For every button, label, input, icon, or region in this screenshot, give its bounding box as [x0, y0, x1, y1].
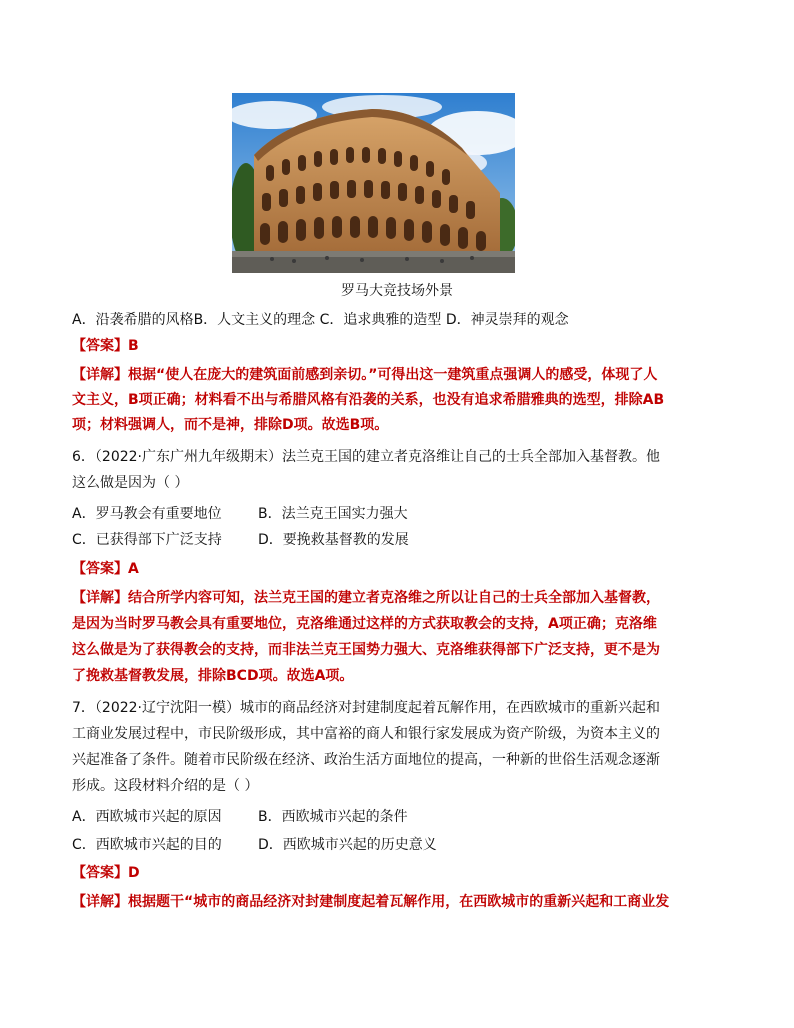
q6-option-a: A．罗马教会有重要地位: [72, 506, 222, 522]
q6-stem-line: 这么做是因为（ ）: [72, 475, 189, 491]
q6-detail-line: 是因为当时罗马教会具有重要地位，克洛维通过这样的方式获取教会的支持，A项正确；克洛维: [72, 616, 657, 632]
q7-detail-line: 【详解】根据题干“城市的商品经济对封建制度起着瓦解作用，在西欧城市的重新兴起和工商业发: [72, 894, 670, 910]
q7-stem-line: 工商业发展过程中，市民阶级形成，其中富裕的商人和银行家发展成为资产阶级，为资本主义的: [72, 726, 660, 742]
q5-options: A．沿袭希腊的风格B．人文主义的理念 C．追求典雅的造型 D．神灵崇拜的观念: [72, 312, 569, 328]
q6-stem-line: 6．（2022·广东广州九年级期末）法兰克王国的建立者克洛维让自己的士兵全部加入基督教。他: [72, 449, 660, 465]
answer-label: 【答案】: [72, 561, 128, 577]
q7-options-row: [72, 834, 437, 856]
q5-detail-line: 项；材料强调人，而不是神，排除D项。故选B项。: [72, 417, 389, 433]
answer-value: B: [128, 338, 139, 354]
q5-detail-line: 【详解】根据“使人在庞大的建筑面前感到亲切。”可得出这一建筑重点强调人的感受，体现了人: [72, 367, 658, 383]
q7-stem-line: 形成。这段材料介绍的是（ ）: [72, 778, 259, 794]
q6-answer: [72, 558, 139, 580]
q6-detail-line: 【详解】结合所学内容可知，法兰克王国的建立者克洛维之所以让自己的士兵全部加入基督教，: [72, 590, 660, 606]
q7-stem-line: 兴起准备了条件。随着市民阶级在经济、政治生活方面地位的提高，一种新的世俗生活观念逐渐: [72, 752, 660, 768]
q7-option-d: D．西欧城市兴起的历史意义: [258, 837, 437, 853]
detail-label: 【详解】: [72, 367, 128, 383]
q6-option-c: C．已获得部下广泛支持: [72, 532, 222, 548]
q6-option-b: B．法兰克王国实力强大: [258, 506, 408, 522]
q5-detail-line: 文主义，B项正确；材料看不出与希腊风格有沿袭的关系，也没有追求希腊雅典的选型，排除AB: [72, 392, 665, 408]
q7-answer: [72, 862, 140, 884]
q6-detail-line: 这么做是为了获得教会的支持，而非法兰克王国势力强大、克洛维获得部下广泛支持，更不是为: [72, 642, 660, 658]
answer-value: D: [128, 865, 140, 881]
detail-label: 【详解】: [72, 590, 128, 606]
figure-caption: 罗马大竞技场外景: [341, 283, 453, 299]
answer-label: 【答案】: [72, 338, 128, 354]
q6-options-row: [72, 503, 408, 525]
q5-answer: [72, 335, 139, 357]
colosseum-photo: [232, 93, 515, 273]
q7-option-a: A．西欧城市兴起的原因: [72, 809, 222, 825]
q7-option-b: B．西欧城市兴起的条件: [258, 809, 408, 825]
q6-options-row: [72, 529, 409, 551]
q6-detail-line: 了挽救基督教发展，排除BCD项。故选A项。: [72, 668, 354, 684]
q7-stem-line: 7．（2022·辽宁沈阳一模）城市的商品经济对封建制度起着瓦解作用，在西欧城市的重新兴起和: [72, 700, 660, 716]
q7-option-c: C．西欧城市兴起的目的: [72, 837, 222, 853]
q6-option-d: D．要挽救基督教的发展: [258, 532, 409, 548]
answer-value: A: [128, 561, 139, 577]
q7-options-row: [72, 806, 408, 828]
detail-label: 【详解】: [72, 894, 128, 910]
answer-label: 【答案】: [72, 865, 128, 881]
